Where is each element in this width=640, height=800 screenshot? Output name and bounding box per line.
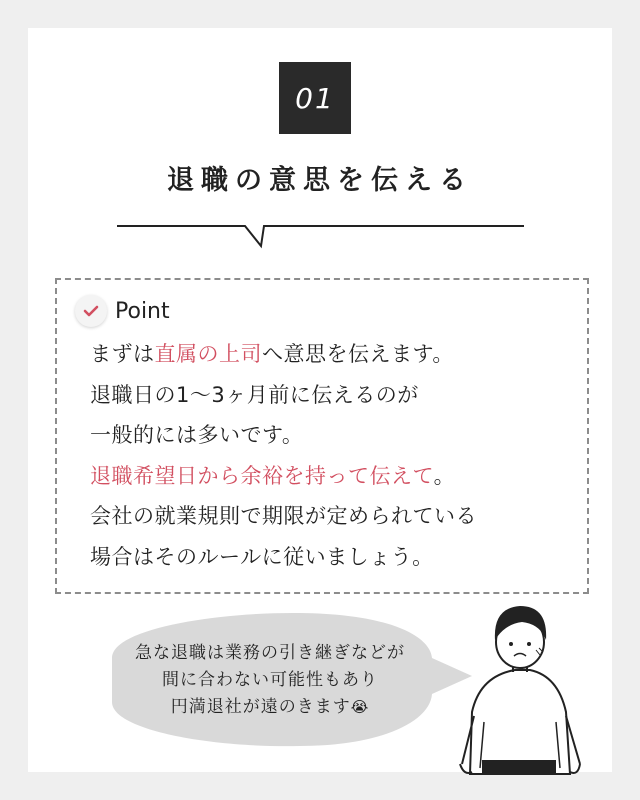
section-title: 退職の意思を伝える <box>167 165 473 196</box>
text-segment: 場合はそのルールに従いましょう。 <box>90 544 434 569</box>
text-segment: へ意思を伝えます。 <box>262 342 454 366</box>
highlighted-text: 退職希望日から余裕を持って伝えて <box>90 463 434 488</box>
text-segment: 。 <box>433 463 456 488</box>
text-segment: 一般的には多いです。 <box>90 423 304 447</box>
text-segment: 退職日の1〜3ヶ月前に伝えるのが <box>90 382 419 407</box>
text-segment: まずは <box>90 342 155 366</box>
highlighted-text: 直属の上司 <box>154 342 262 366</box>
bubble-line-2: 間に合わない可能性もあり <box>162 670 378 690</box>
point-label: Point <box>115 298 170 324</box>
text-segment: 会社の就業規則で期限が定められている <box>90 504 477 528</box>
crying-face-emoji: 😭 <box>350 698 370 716</box>
bubble-line-3: 円満退社が遠のきます <box>170 697 351 717</box>
bubble-line-1: 急な退職は業務の引き継ぎなどが <box>135 643 405 663</box>
section-number: 01 <box>295 81 335 115</box>
